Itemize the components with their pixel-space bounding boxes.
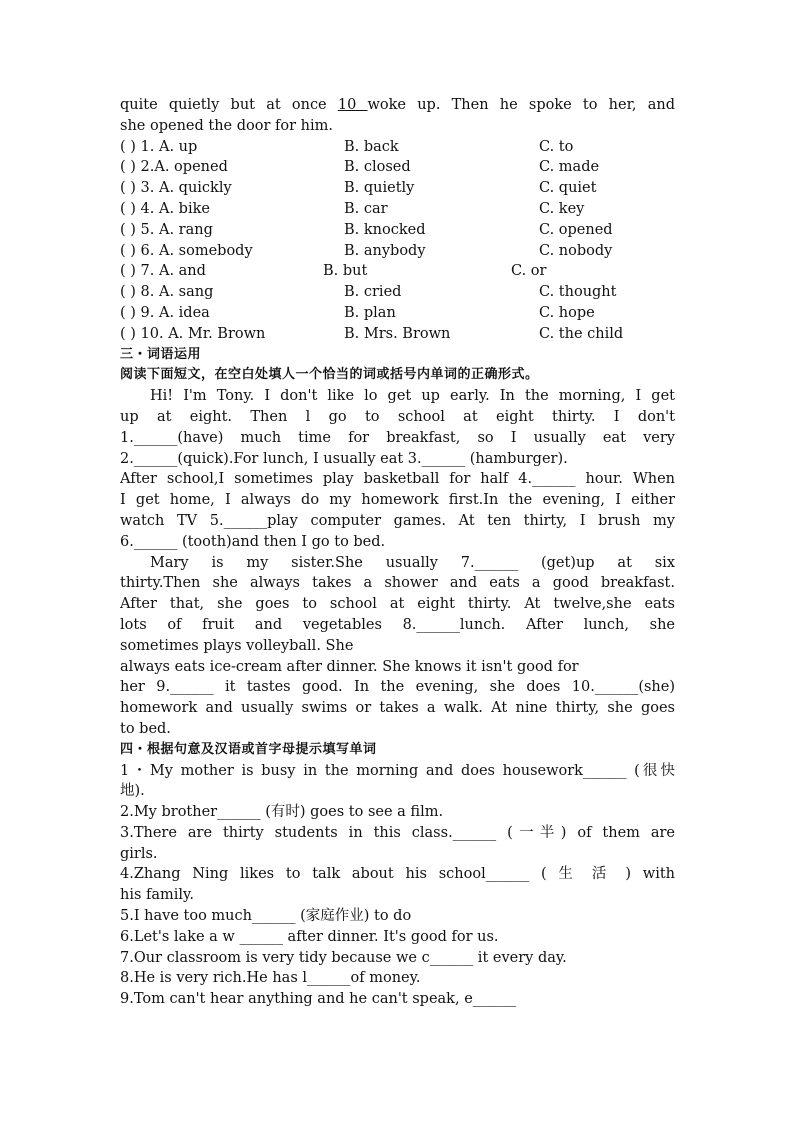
question-line: 2.My brother______ (有时) goes to see a film. bbox=[120, 804, 444, 821]
passage-line: homework and usually swims or takes a walk. At nine thirty, she goes bbox=[120, 700, 675, 717]
option-row-5: ( ) 5. A. rang B. knocked C. opened bbox=[120, 221, 613, 238]
question-line: 5.I have too much______ (家庭作业) to do bbox=[120, 908, 412, 925]
passage-line: watch TV 5.______play computer games. At ten thirty, I brush my bbox=[120, 512, 675, 529]
passage-line: sometimes plays volleyball. She bbox=[120, 637, 354, 654]
question-line: 地). bbox=[120, 783, 145, 800]
option-row-10: ( ) 10. A. Mr. Brown B. Mrs. Brown C. the child bbox=[120, 325, 624, 342]
passage-line: 2.______(quick).For lunch, I usually eat 3.______ (hamburger). bbox=[120, 450, 568, 467]
passage-line: quite quietly but at once 10 woke up. Then he spoke to her, and bbox=[120, 97, 675, 113]
question-line: 1・My mother is busy in the morning and does housework______ (很快 bbox=[120, 762, 675, 779]
section-3-instruction: 阅读下面短文，在空白处填人一个恰当的词或括号内单词的正确形式。 bbox=[120, 367, 539, 383]
option-row-3: ( ) 3. A. quickly B. quietly C. quiet bbox=[120, 180, 597, 197]
section-3-title: 三・词语运用 bbox=[120, 346, 202, 362]
passage-line: Hi! I'm Tony. I don't like lo get up early. In the morning, I get bbox=[150, 388, 675, 405]
passage-line: thirty.Then she always takes a shower and eats a good breakfast. bbox=[120, 575, 675, 592]
question-line: 3.There are thirty students in this class.______ (一半) of them are bbox=[120, 824, 675, 841]
passage-line: After school,I sometimes play basketball for half 4.______ hour. When bbox=[120, 471, 675, 488]
option-row-6: ( ) 6. A. somebody B. anybody C. nobody bbox=[120, 242, 613, 259]
option-row-9: ( ) 9. A. idea B. plan C. hope bbox=[120, 304, 595, 321]
passage-line: she opened the door for him. bbox=[120, 117, 333, 134]
question-line: 8.He is very rich.He has l______of money. bbox=[120, 970, 421, 987]
option-row-7: ( ) 7. A. and B. but C. or bbox=[120, 263, 547, 280]
option-row-8: ( ) 8. A. sang B. cried C. thought bbox=[120, 284, 617, 301]
passage-line: always eats ice-cream after dinner. She knows it isn't good for bbox=[120, 658, 579, 675]
passage-line: 6.______ (tooth)and then I go to bed. bbox=[120, 533, 386, 550]
option-row-2: ( ) 2.A. opened B. closed C. made bbox=[120, 159, 600, 176]
passage-line: 1.______(have) much time for breakfast, so I usually eat very bbox=[120, 429, 675, 446]
question-line: 9.Tom can't hear anything and he can't speak, e______ bbox=[120, 991, 517, 1008]
passage-line: After that, she goes to school at eight thirty. At twelve,she eats bbox=[120, 596, 675, 613]
passage-line: up at eight. Then l go to school at eight thirty. I don't bbox=[120, 408, 675, 425]
question-line: 4.Zhang Ning likes to talk about his school______ ( 生 活 ) with bbox=[120, 866, 675, 883]
option-row-4: ( ) 4. A. bike B. car C. key bbox=[120, 200, 585, 217]
question-line: 6.Let's lake a w ______ after dinner. It's good for us. bbox=[120, 928, 499, 945]
option-row-1: ( ) 1. A. up B. back C. to bbox=[120, 138, 574, 155]
blank-10: 10 bbox=[337, 97, 368, 113]
passage-line: to bed. bbox=[120, 720, 171, 737]
passage-line: lots of fruit and vegetables 8.______lunch. After lunch, she bbox=[120, 616, 675, 633]
section-4-title: 四・根据句意及汉语或首字母提示填写单词 bbox=[120, 741, 377, 757]
worksheet-page bbox=[120, 95, 675, 1010]
question-line: his family. bbox=[120, 887, 194, 904]
question-line: girls. bbox=[120, 845, 158, 862]
passage-line: her 9.______ it tastes good. In the evening, she does 10.______(she) bbox=[120, 679, 675, 696]
question-line: 7.Our classroom is very tidy because we c______ it every day. bbox=[120, 949, 567, 966]
passage-line: I get home, I always do my homework first.In the evening, I either bbox=[120, 492, 675, 509]
passage-line: Mary is my sister.She usually 7.______ (get)up at six bbox=[150, 554, 675, 571]
